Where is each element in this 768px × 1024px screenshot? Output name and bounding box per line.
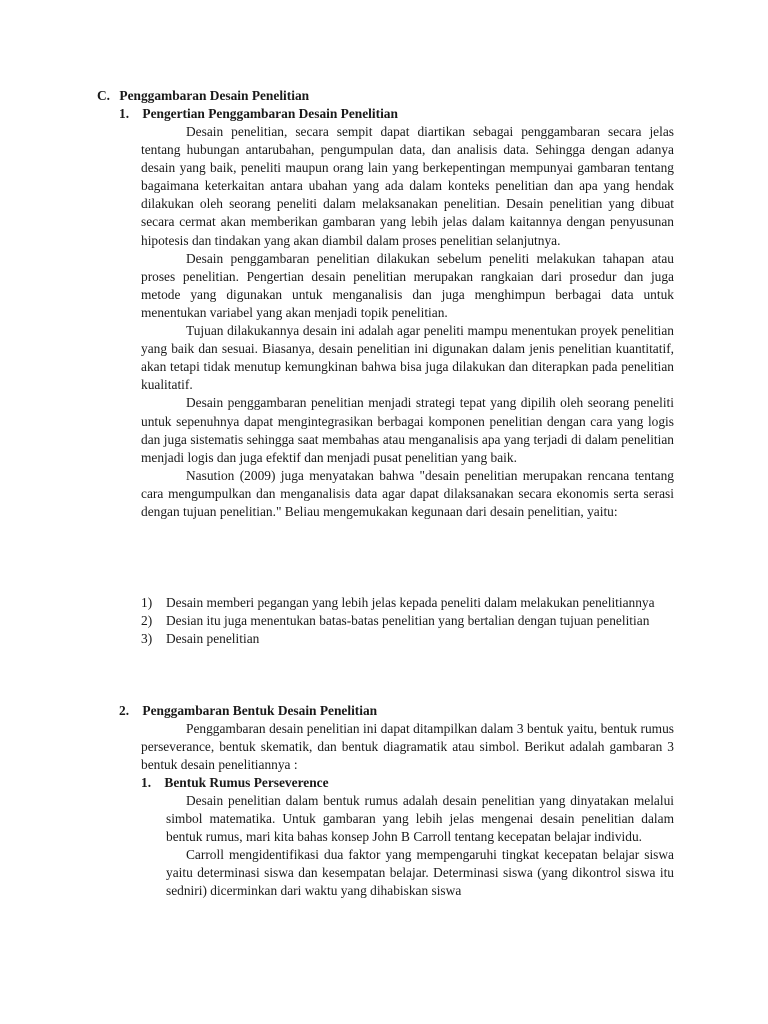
paragraph: Desain penelitian dalam bentuk rumus adalah desain penelitian yang dinyatakan melalui simbol matematika. Untuk gambaran yang lebih jelas mengenai desain penelitian dalam bentuk rumus, mari kita bahas konsep John B Carroll tentang kecepatan belajar individu. [166,793,674,845]
subsection-2-number: 2. [119,703,130,718]
subsection-1-heading [119,105,398,123]
paragraph: Desain penelitian, secara sempit dapat diartikan sebagai penggambaran secara jelas tentang hubungan antarubahan, pengumpulan data, dan analisis data. Sehingga dengan adanya desain yang baik, peneliti maupun orang lain yang berkepentingan mempunyai gambaran tentang bagaimana keterkaitan antara ubahan yang ada dalam konteks penelitian dan apa yang hendak dilakukan oleh seorang peneliti dalam melaksanakan penelitian. Desain penelitian yang dibuat secara cermat akan memberikan gambaran yang lebih jelas dalam kaitannya dengan penyusunan hipotesis dan tindakan yang akan diambil dalam proses penelitian selanjutnya. [141,124,674,248]
section-c-label: C. [97,88,111,103]
list-item [141,630,674,648]
list-item [141,594,674,612]
paragraph: Tujuan dilakukannya desain ini adalah agar peneliti mampu menentukan proyek penelitian yang baik dan sesuai. Biasanya, desain penelitian ini digunakan dalam jenis penelitian kuantitatif, akan tetapi tidak menutup kemungkinan bahwa bisa juga dilakukan dan diterapkan pada penelitian kualitatif. [141,323,674,393]
paragraph: Penggambaran desain penelitian ini dapat ditampilkan dalam 3 bentuk yaitu, bentuk rumus perseverance, bentuk skematik, dan bentuk diagramatik atau simbol. Berikut adalah gambaran 3 bentuk desain penelitiannya : [141,721,674,773]
form-1-body [166,792,674,901]
paragraph: Desain penggambaran penelitian menjadi strategi tepat yang dipilih oleh seorang peneliti untuk sepenuhnya dapat mengintegrasikan berbagai komponen penelitian dengan cara yang logis dan juga sistematis sehingga saat membahas atau menganalisis apa yang terjadi di dalam penelitian menjadi logis dan juga efektif dan menjadi pusat penelitian yang baik. [141,395,674,465]
list-item-number: 2) [141,613,153,629]
subsection-2-heading [119,702,377,720]
form-1-number: 1. [141,775,152,790]
subsection-1-title: Pengertian Penggambaran Desain Penelitian [142,106,398,121]
list-item-number: 1) [141,595,153,610]
paragraph: Desain penggambaran penelitian dilakukan sebelum peneliti melakukan tahapan atau proses penelitian. Pengertian desain penelitian merupakan rangkaian dari prosedur dan juga metode yang digunakan untuk menganalisis dan juga menghimpun berbagai data untuk menentukan variabel yang akan menjadi topik penelitian. [141,250,674,320]
form-1-heading [141,774,329,792]
form-1-title: Bentuk Rumus Perseverence [164,775,329,790]
list-item-text: Desain memberi pegangan yang lebih jelas kepada peneliti dalam melakukan penelitiannya [166,595,655,610]
subsection-2-body [141,720,674,774]
subsection-1-number: 1. [119,106,130,121]
subsection-1-body [141,123,674,521]
section-c-heading [97,87,309,105]
section-c-title: Penggambaran Desain Penelitian [119,88,310,103]
list-item [141,612,674,630]
paragraph: Carroll mengidentifikasi dua faktor yang mempengaruhi tingkat kecepatan belajar siswa yaitu determinasi siswa dan kesempatan belajar. Determinasi siswa (yang dikontrol siswa itu sedniri) dicerminkan dari waktu yang dihabiskan siswa [166,847,674,899]
subsection-2-title: Penggambaran Bentuk Desain Penelitian [142,703,378,718]
list-item-text: Desain penelitian [166,631,260,647]
paragraph: Nasution (2009) juga menyatakan bahwa "desain penelitian merupakan rencana tentang cara mengumpulkan dan menganalisis data agar dapat dilaksanakan secara ekonomis serta serasi dengan tujuan penelitian." Beliau mengemukakan kegunaan dari desain penelitian, yaitu: [141,467,674,519]
list-item-number: 3) [141,631,153,647]
usage-list [141,594,674,648]
list-item-text: Desian itu juga menentukan batas-batas penelitian yang bertalian dengan tujuan penelitian [166,613,650,629]
